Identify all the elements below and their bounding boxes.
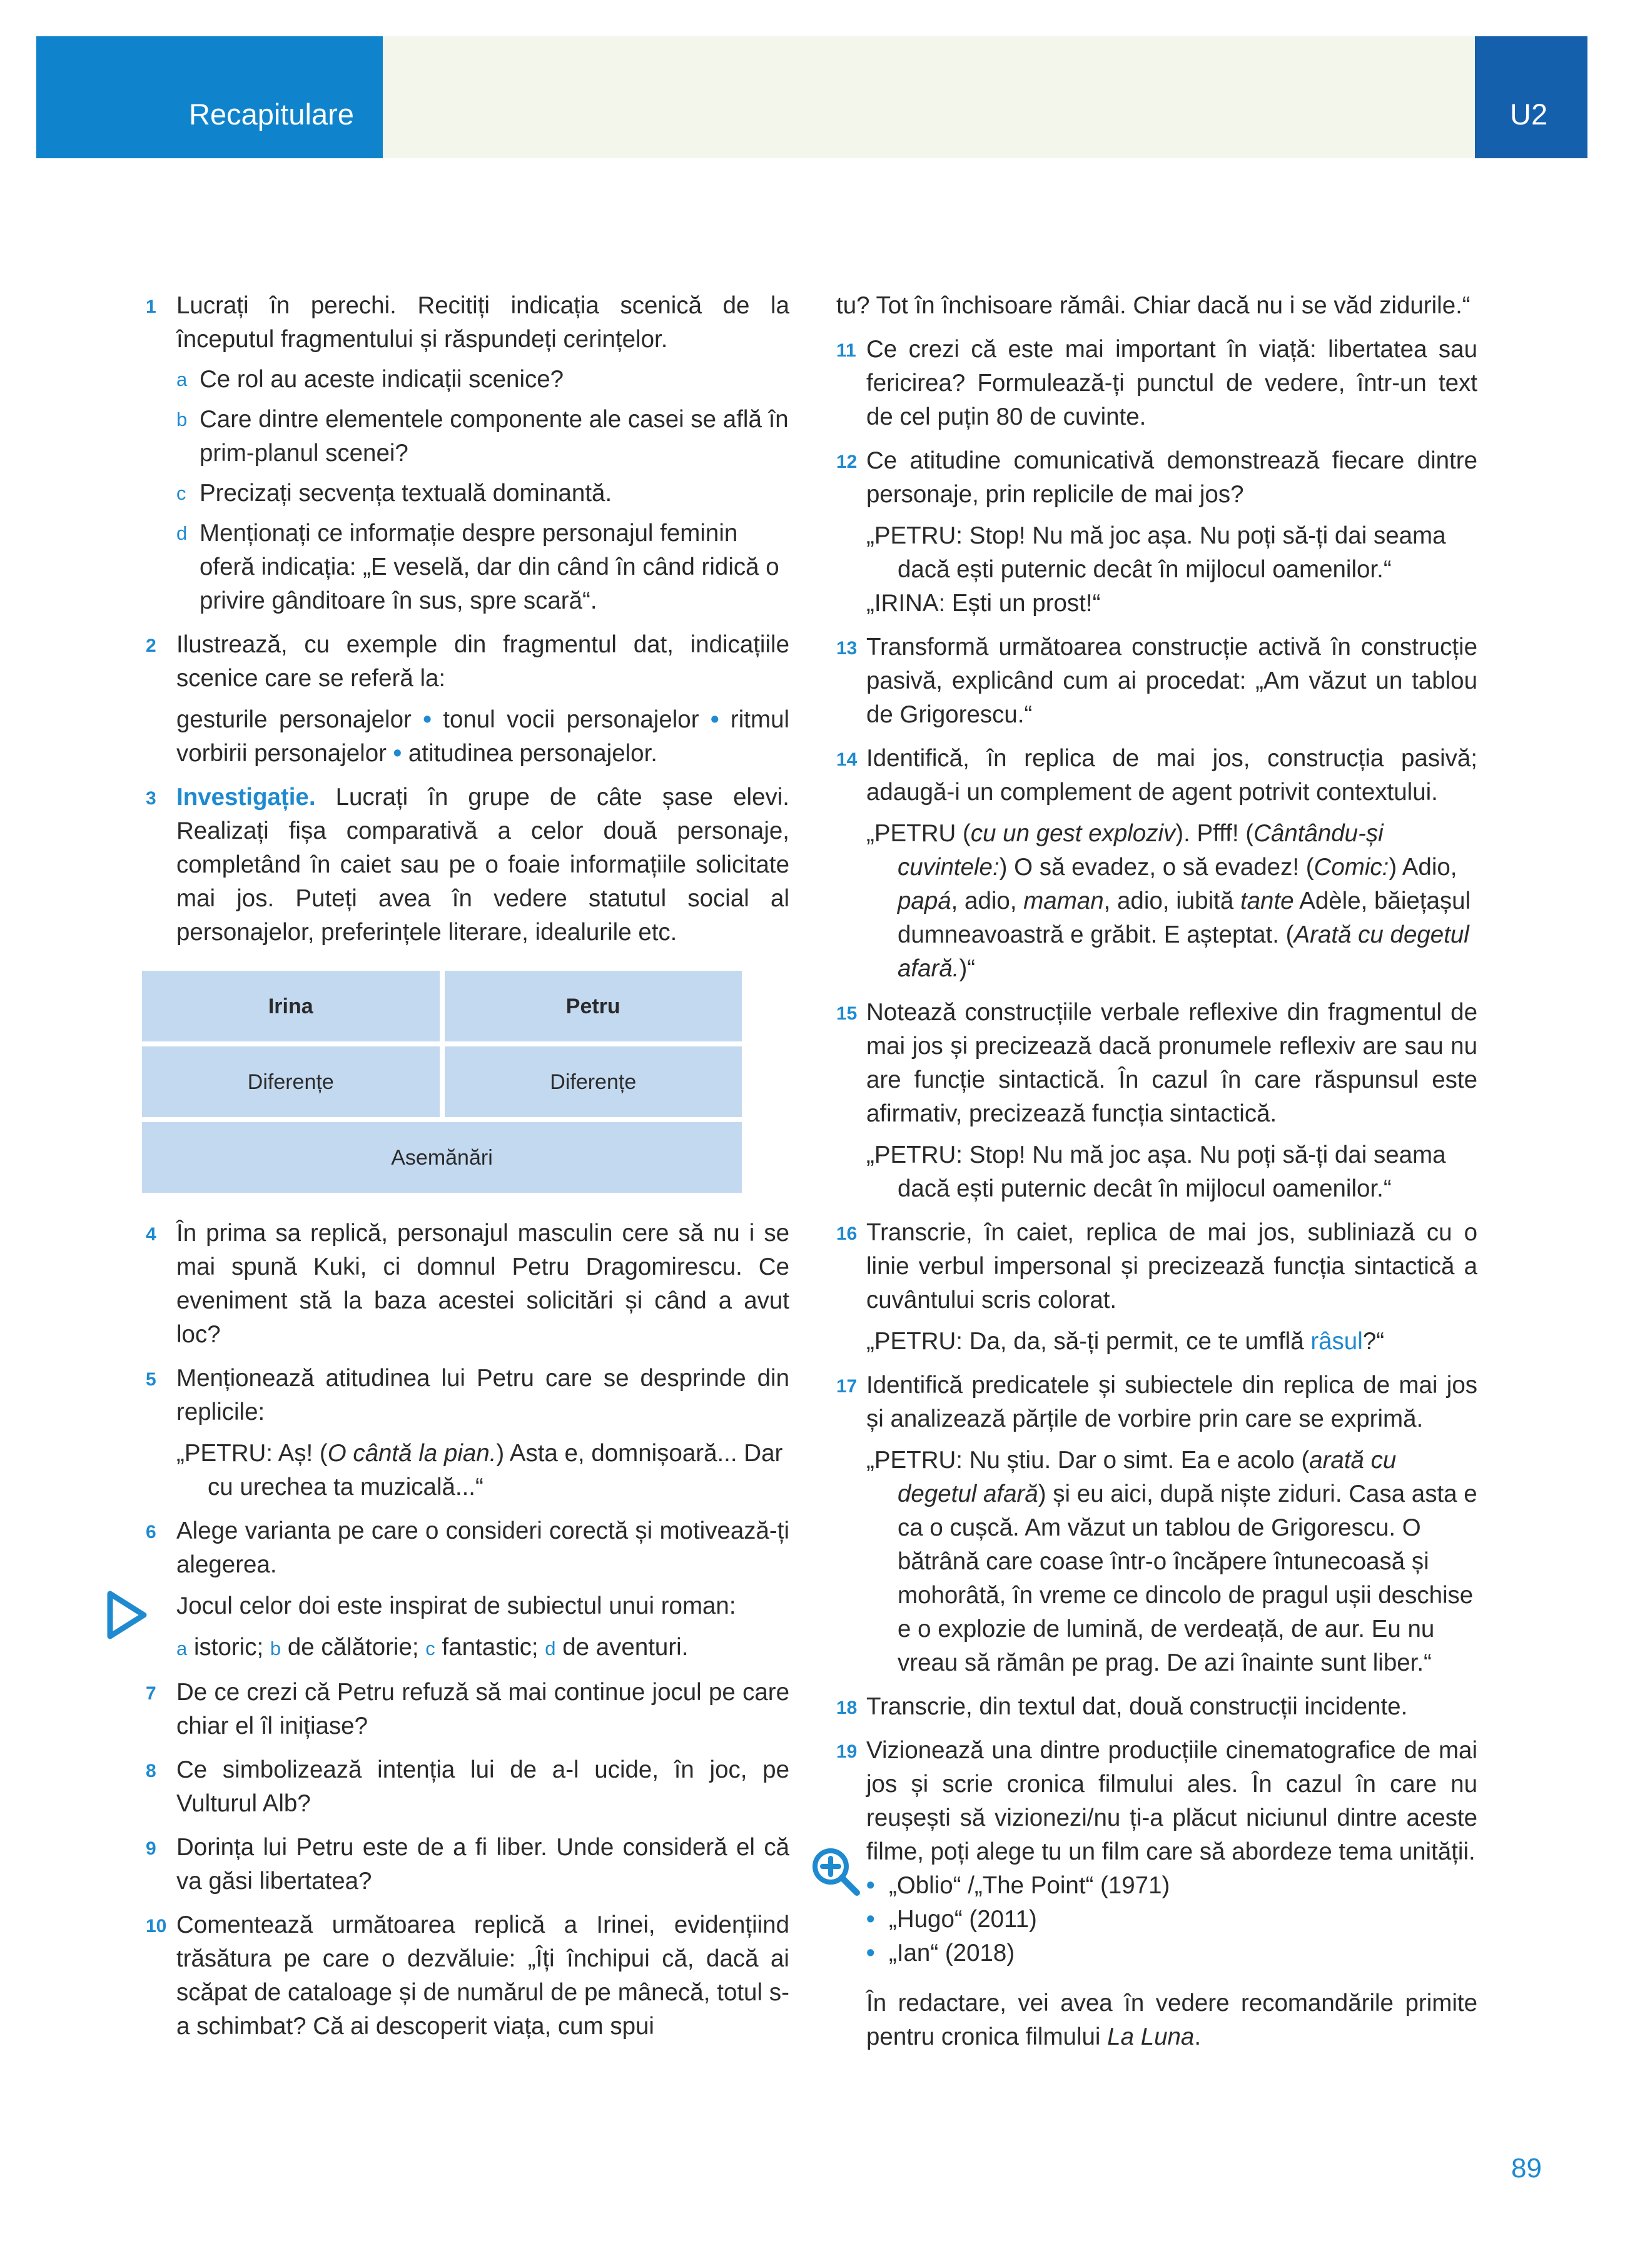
separator-dot: • <box>423 706 432 733</box>
quote <box>176 1437 789 1504</box>
question-4 <box>141 1217 789 1352</box>
question-number: 15 <box>836 1003 858 1024</box>
question-16 <box>836 1216 1477 1359</box>
aspect-item: gesturile personajelor <box>176 706 412 733</box>
question-1 <box>141 289 789 618</box>
question-number: 19 <box>836 1741 858 1762</box>
question-number: 14 <box>836 749 858 770</box>
film-title: „Ian“ (2018) <box>889 1940 1015 1967</box>
question-17 <box>836 1369 1477 1680</box>
foreign-word: tante <box>1240 888 1294 914</box>
question-3 <box>141 781 789 949</box>
quote-text: ) și eu aici, după niște ziduri. Casa asta e ca o cușcă. Am văzut un tablou de Grigorescu. O bătrână care coase într-o încăpere întunecoasă și mohorâtă, în vreme ce dincolo de pragul ușii deschise e o explozie de lumină, de verdeață, de aur. Eu nu vreau să rămân pe prag. De azi înainte sunt liber.“ <box>898 1481 1477 1676</box>
sub-text: Care dintre elementele componente ale casei se află în prim-planul scenei? <box>200 406 789 467</box>
sub-letter: a <box>176 368 188 390</box>
quote-text: , adio, iubită <box>1103 888 1240 914</box>
colored-word: râsul <box>1310 1328 1363 1355</box>
stage-direction: Comic: <box>1314 854 1389 881</box>
option-text: istoric; <box>193 1634 264 1661</box>
play-icon[interactable] <box>105 1590 149 1640</box>
question-text: Identifică predicatele și subiectele din replica de mai jos și analizează părțile de vorbire prin care se exprimă. <box>866 1372 1477 1432</box>
question-text: Transcrie, din textul dat, două construcții incidente. <box>866 1693 1408 1720</box>
question-18 <box>836 1690 1477 1724</box>
question-text: Transcrie, în caiet, replica de mai jos, subliniază cu o linie verbul impersonal și precizează funcția sintactică a cuvântului scris colorat. <box>866 1219 1477 1314</box>
question-text: Lucrați în perechi. Recitiți indicația scenică de la începutul fragmentului și răspundeți cerințelor. <box>176 292 789 353</box>
foreign-word: papá <box>898 888 951 914</box>
table-cell-differences: Diferențe <box>142 1046 440 1117</box>
quote-text: ?“ <box>1362 1328 1385 1355</box>
zoom-plus-icon[interactable] <box>809 1845 862 1898</box>
question-text: Dorința lui Petru este de a fi liber. Unde consideră el că va găsi libertatea? <box>176 1834 789 1895</box>
question-text: Identifică, în replica de mai jos, construcția pasivă; adaugă-i un complement de agent potrivit contextului. <box>866 745 1477 806</box>
quote-text: „PETRU: Nu știu. Dar o simt. Ea e acolo ( <box>866 1447 1310 1474</box>
question-number: 13 <box>836 638 858 659</box>
question-12 <box>836 444 1477 620</box>
subquestion-c <box>176 477 789 510</box>
question-19 <box>836 1734 1477 2054</box>
subquestion-b <box>176 403 789 470</box>
aspect-item: ritmul vorbirii personajelor <box>176 706 790 767</box>
comparison-table <box>137 966 747 1198</box>
closing-text: . <box>1194 2023 1202 2050</box>
separator-dot: • <box>393 740 402 767</box>
quote-text: , adio, <box>951 888 1024 914</box>
table-cell-differences: Diferențe <box>445 1046 742 1117</box>
bullet: • <box>866 1872 875 1899</box>
film-item <box>866 1936 1477 1970</box>
question-2 <box>141 628 789 771</box>
question-6 <box>141 1514 789 1666</box>
sub-text: Ce rol au aceste indicații scenice? <box>200 366 564 393</box>
question-text: tu? Tot în închisoare rămâi. Chiar dacă nu i se văd zidurile.“ <box>836 292 1471 319</box>
quote-text: ) O să evadez, o să evadez! ( <box>999 854 1314 881</box>
question-text: Menționează atitudinea lui Petru care se desprinde din replicile: <box>176 1365 789 1425</box>
investigation-label: Investigație. <box>176 784 316 811</box>
question-text: Ilustrează, cu exemple din fragmentul dat, indicațiile scenice care se referă la: <box>176 631 789 692</box>
question-14 <box>836 742 1477 986</box>
option-text: de călătorie; <box>287 1634 419 1661</box>
left-column <box>141 289 789 2053</box>
sub-letter: d <box>176 522 188 544</box>
quote-text: ) Asta e, domnișoară... Dar cu urechea ta muzicală...“ <box>208 1440 783 1501</box>
question-number: 3 <box>146 788 156 809</box>
option-text: de aventuri. <box>562 1634 689 1661</box>
quote-text: „PETRU: Aș! ( <box>176 1440 328 1467</box>
question-stem: Jocul celor doi este inspirat de subiectul unui roman: <box>176 1592 736 1619</box>
aspect-item: tonul vocii personajelor <box>443 706 699 733</box>
quote-text: ). Pfff! ( <box>1175 820 1254 847</box>
subquestion-a <box>176 363 789 397</box>
separator-dot: • <box>710 706 719 733</box>
question-number: 11 <box>836 340 856 361</box>
unit-badge <box>1475 36 1587 158</box>
sub-letter: b <box>176 408 188 430</box>
subquestion-d <box>176 517 789 618</box>
film-title: „Oblio“ /„The Point“ (1971) <box>889 1872 1170 1899</box>
closing-text: În redactare, vei avea în vedere recomandările primite pentru cronica filmului <box>866 1990 1477 2050</box>
question-number: 1 <box>146 296 156 317</box>
section-title: Recapitulare <box>189 98 354 131</box>
film-reference: La Luna <box>1107 2023 1195 2050</box>
option-text: fantastic; <box>442 1634 539 1661</box>
option-letter: a <box>176 1638 188 1659</box>
quote <box>866 817 1477 986</box>
table-cell-similarities: Asemănări <box>142 1122 742 1193</box>
quote-text: Adèle, băiețașul dumneavoastră e grăbit. E așteptat. ( <box>898 888 1471 948</box>
right-column <box>836 289 1477 2064</box>
question-text: Vizionează una dintre producțiile cinematografice de mai jos și scrie cronica filmului ales. În cazul în care nu reușești să vizionezi/nu ți-a plăcut niciunul dintre aceste filme, poți alege tu un film care să abordeze tema unității. <box>866 1737 1477 1865</box>
option-letter: c <box>425 1638 435 1659</box>
question-5 <box>141 1362 789 1504</box>
question-number: 5 <box>146 1369 156 1390</box>
quote-text: ) Adio, <box>1389 854 1457 881</box>
stage-direction: Cântându-și cuvintele: <box>898 820 1384 881</box>
question-text: Ce simbolizează intenția lui de a-l ucide, în joc, pe Vulturul Alb? <box>176 1756 789 1817</box>
sub-letter: c <box>176 482 186 504</box>
unit-label: U2 <box>1510 98 1548 131</box>
table-header-irina: Irina <box>142 971 440 1041</box>
question-10 <box>141 1908 789 2043</box>
stage-direction: Arată cu degetul afară. <box>898 921 1469 982</box>
aspect-list <box>176 703 789 771</box>
question-number: 8 <box>146 1761 156 1781</box>
aspect-item: atitudinea personajelor. <box>408 740 657 767</box>
quote-text: )“ <box>959 955 976 982</box>
option-letter: d <box>545 1638 556 1659</box>
sub-text: Precizați secvența textuală dominantă. <box>200 480 612 507</box>
question-15 <box>836 996 1477 1206</box>
question-13 <box>836 630 1477 732</box>
question-text: Transformă următoarea construcție activă în construcție pasivă, explicând cum ai procedat: „Am văzut un tablou de Grigorescu.“ <box>866 634 1477 728</box>
foreign-word: maman <box>1023 888 1104 914</box>
question-text: Lucrați în grupe de câte șase elevi. Realizați fișa comparativă a celor două personaje, completând în caiet sau pe o foaie informațiile solicitate mai jos. Puteți avea în vedere statutul social al personajelor, preferințele literare, idealurile etc. <box>176 784 789 946</box>
question-text: În prima sa replică, personajul masculin cere să nu i se mai spună Kuki, ci domnul Petru Dragomirescu. Ce eveniment stă la baza acestei solicitări și când a avut loc? <box>176 1220 789 1348</box>
question-text: De ce crezi că Petru refuză să mai continue jocul pe care chiar el îl inițiase? <box>176 1679 789 1739</box>
quote: „IRINA: Ești un prost!“ <box>866 590 1101 617</box>
quote <box>866 1444 1477 1680</box>
film-title: „Hugo“ (2011) <box>889 1906 1037 1933</box>
film-item <box>866 1903 1477 1936</box>
question-number: 18 <box>836 1698 858 1718</box>
question-8 <box>141 1753 789 1821</box>
quote <box>866 1325 1477 1359</box>
section-header <box>36 36 383 158</box>
stage-direction: O cântă la pian. <box>327 1440 497 1467</box>
sub-text: Menționați ce informație despre personajul feminin oferă indicația: „E veselă, dar din când în când ridică o privire gânditoare în sus, spre scară“. <box>200 520 779 614</box>
bullet: • <box>866 1906 875 1933</box>
question-number: 2 <box>146 635 156 656</box>
page-number: 89 <box>1511 2153 1542 2184</box>
quote: „PETRU: Stop! Nu mă joc așa. Nu poți să-ți dai seama dacă ești puternic decât în mijlocul oamenilor.“ <box>866 522 1446 583</box>
question-number: 12 <box>836 452 858 472</box>
question-text: Ce crezi că este mai important în viață: libertatea sau fericirea? Formulează-ți punctul de vedere, într-un text de cel puțin 80 de cuvinte. <box>866 336 1477 430</box>
bullet: • <box>866 1940 875 1967</box>
quote: „PETRU: Stop! Nu mă joc așa. Nu poți să-ți dai seama dacă ești puternic decât în mijlocul oamenilor.“ <box>866 1142 1446 1202</box>
question-number: 9 <box>146 1838 156 1859</box>
question-text: Alege varianta pe care o consideri corectă și motivează-ți alegerea. <box>176 1517 789 1578</box>
question-number: 6 <box>146 1522 156 1542</box>
question-number: 16 <box>836 1223 858 1244</box>
question-text: Comentează următoarea replică a Irinei, evidențiind trăsătura pe care o dezvăluie: „Îți închipui că, dacă ai scăpat de cataloage și de numărul de pe mânecă, totul s-a schimbat? Că ai descoperit viața, cum spui <box>176 1911 789 2040</box>
question-9 <box>141 1831 789 1898</box>
question-11 <box>836 333 1477 434</box>
question-text: Notează construcțiile verbale reflexive din fragmentul de mai jos și precizează dacă pronumele reflexiv are sau nu are funcție sintactică. În cazul în care răspunsul este afirmativ, precizează funcția sintactică. <box>866 999 1477 1127</box>
stage-direction: arată cu degetul afară <box>898 1447 1397 1507</box>
question-7 <box>141 1676 789 1743</box>
table-header-petru: Petru <box>445 971 742 1041</box>
question-number: 10 <box>146 1916 167 1936</box>
question-number: 4 <box>146 1224 156 1245</box>
quote-text: „PETRU: Da, da, să-ți permit, ce te umflă <box>866 1328 1311 1355</box>
stage-direction: cu un gest exploziv <box>970 820 1176 847</box>
closing-note <box>866 1987 1477 2054</box>
quote-text: „PETRU ( <box>866 820 971 847</box>
question-number: 7 <box>146 1683 156 1704</box>
header-band <box>383 36 1475 158</box>
option-letter: b <box>270 1638 281 1659</box>
question-10-continued <box>836 289 1477 323</box>
question-text: Ce atitudine comunicativă demonstrează fiecare dintre personaje, prin replicile de mai jos? <box>866 447 1477 508</box>
film-item <box>866 1869 1477 1903</box>
question-number: 17 <box>836 1376 858 1397</box>
answer-options <box>176 1631 789 1666</box>
